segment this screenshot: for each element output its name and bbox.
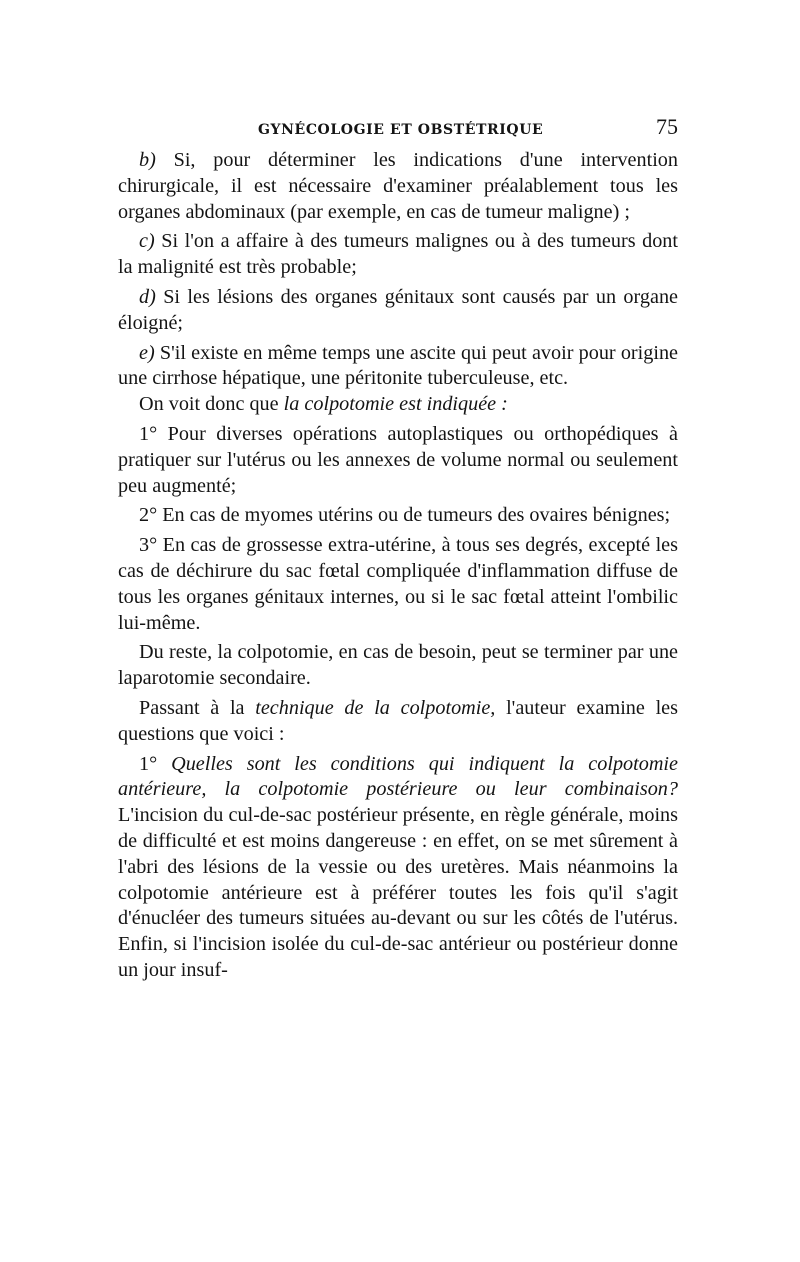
page-number: 75	[656, 114, 678, 139]
paragraph-b	[118, 148, 678, 225]
paragraph-e	[118, 341, 678, 393]
paragraph-text: Si l'on a affaire à des tumeurs malignes ou à des tumeurs dont la malignité est très probable;	[118, 230, 678, 279]
list-marker: d)	[139, 285, 156, 308]
page-header	[118, 108, 678, 148]
paragraph-italic: Quelles sont les conditions qui indiquent la colpotomie antérieure, la colpotomie postérieure ou leur combinaison?	[118, 752, 678, 801]
list-marker: c)	[139, 230, 155, 253]
paragraph-text: Si les lésions des organes génitaux sont causés par un organe éloigné;	[118, 285, 678, 334]
paragraph-c	[118, 229, 678, 281]
paragraph-intro-indications	[118, 392, 678, 418]
paragraph-passant	[118, 696, 678, 748]
paragraph-text: Passant à la	[139, 696, 256, 719]
paragraph-italic: technique de la colpotomie,	[255, 696, 496, 719]
body-text	[118, 148, 678, 984]
paragraph-text: On voit donc que	[139, 393, 284, 416]
paragraph-italic: la colpotomie est indiquée :	[283, 393, 508, 416]
list-marker: b)	[139, 149, 156, 171]
paragraph-text: S'il existe en même temps une ascite qui peut avoir pour origine une cirrhose hépatique, une péritonite tuberculeuse, etc.	[118, 341, 678, 390]
paragraph-text: 2° En cas de myomes utérins ou de tumeurs des ovaires bénignes;	[139, 504, 671, 527]
paragraph-text: L'incision du cul-de-sac postérieur présente, en règle générale, moins de difficulté et est moins dangereuse : en effet, on se met sûrement à l'abri des lésions de la vessie ou des uretères. Mais néanmoins la colpotomie antérieure est à préférer toutes les fois qu'il s'agit d'énucléer des tumeurs situées au-devant ou sur les côtés de l'utérus. Enfin, si l'incision isolée du cul-de-sac antérieur ou postérieur donne un jour insuf-	[118, 804, 678, 981]
paragraph-text: l'auteur examine les questions que voici :	[118, 696, 678, 745]
paragraph-text: 3° En cas de grossesse extra-utérine, à tous ses degrés, excepté les cas de déchirure du sac fœtal compliquée d'inflammation diffuse de tous les organes génitaux internes, ou si le sac fœtal atteint l'ombilic lui-même.	[118, 534, 678, 634]
paragraph-text: Si, pour déterminer les indications d'une intervention chirurgicale, il est nécessaire d'examiner préalablement tous les organes abdominaux (par exemple, en cas de tumeur maligne) ;	[118, 149, 678, 223]
paragraph-text: 1° Pour diverses opérations autoplastiques ou orthopédiques à pratiquer sur l'utérus ou les annexes de volume normal ou seulement peu augmenté;	[118, 422, 678, 497]
paragraph-item-2	[118, 503, 678, 529]
book-page	[118, 108, 678, 988]
paragraph-text: 1°	[139, 752, 172, 775]
paragraph-text: Du reste, la colpotomie, en cas de besoin, peut se terminer par une laparotomie secondaire.	[118, 641, 678, 690]
paragraph-du-reste	[118, 640, 678, 692]
paragraph-item-1	[118, 422, 678, 499]
paragraph-d	[118, 285, 678, 337]
paragraph-question-1	[118, 752, 678, 984]
paragraph-item-3	[118, 533, 678, 636]
list-marker: e)	[139, 341, 155, 364]
running-title: GYNÉCOLOGIE ET OBSTÉTRIQUE	[258, 122, 544, 138]
